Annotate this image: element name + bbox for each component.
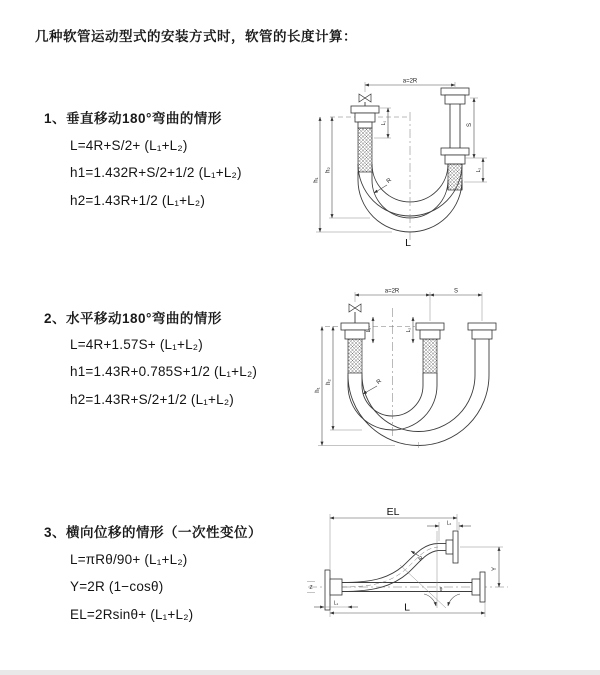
section-1-heading: 1、垂直移动180°弯曲的情形 bbox=[44, 111, 222, 126]
dim-label-theta: θ bbox=[439, 587, 443, 593]
braided-hose-hatch bbox=[423, 339, 437, 373]
diagram-vertical-movement bbox=[300, 70, 500, 260]
valve-icon bbox=[349, 304, 361, 312]
right-pipe-assembly bbox=[468, 323, 496, 375]
dim-label-l2: L₂ bbox=[406, 327, 412, 333]
formula-line: h2=1.43R+S/2+1/2 (L₁+L₂) bbox=[70, 391, 234, 407]
formula-line: h2=1.43R+1/2 (L₁+L₂) bbox=[70, 192, 206, 208]
dim-label-l1: L₁ bbox=[366, 327, 372, 333]
right-pipe-assembly bbox=[441, 88, 469, 190]
dim-label-h1: h₁ bbox=[315, 387, 321, 393]
valve-icon bbox=[359, 94, 371, 102]
section-2-heading: 2、水平移动180°弯曲的情形 bbox=[44, 311, 222, 326]
left-pipe-assembly bbox=[351, 94, 379, 172]
formula-line: Y=2R (1−cosθ) bbox=[70, 579, 164, 595]
diagram-horizontal-movement bbox=[300, 280, 560, 450]
section-3-heading: 3、横向位移的情形（一次性变位） bbox=[44, 525, 263, 540]
dimension-lines bbox=[307, 506, 499, 617]
dim-label-a2r: a=2R bbox=[384, 288, 400, 295]
formula-line: L=4R+S/2+ (L₁+L₂) bbox=[70, 138, 188, 153]
displaced-hose-curve bbox=[342, 544, 438, 592]
right-flange bbox=[472, 572, 485, 602]
dim-label-radius: R bbox=[375, 378, 383, 386]
dim-label-s: S bbox=[467, 122, 473, 128]
dim-label-l: L bbox=[404, 601, 410, 614]
braided-hose-hatch bbox=[348, 339, 362, 373]
page-bottom-edge bbox=[0, 670, 600, 675]
dim-label-h2: h₂ bbox=[325, 167, 332, 173]
dim-label-el: EL bbox=[386, 506, 400, 518]
dim-label-y: Y bbox=[492, 566, 498, 572]
dim-label-s: S bbox=[453, 288, 459, 295]
section-1-formulas bbox=[70, 132, 242, 214]
left-pipe-assembly bbox=[341, 304, 369, 373]
section-3-formulas bbox=[70, 546, 193, 628]
hose-bend-curves bbox=[348, 373, 489, 446]
dim-label-h2: h₂ bbox=[326, 379, 332, 385]
dim-label-h1: h₁ bbox=[313, 177, 320, 183]
break-mark-label: Z bbox=[309, 585, 313, 591]
formula-line: EL=2Rsinθ+ (L₁+L₂) bbox=[70, 606, 194, 622]
diagram-lateral-displacement bbox=[300, 495, 515, 640]
dim-label-length: L bbox=[405, 237, 411, 249]
dim-label-radius: R bbox=[385, 177, 393, 185]
dim-label-l1: L₁ bbox=[381, 120, 387, 126]
dim-label-a2r: a=2R bbox=[402, 78, 418, 85]
formula-line: h1=1.43R+0.785S+1/2 (L₁+L₂) bbox=[70, 364, 258, 380]
formula-line: L=πRθ/90+ (L₁+L₂) bbox=[70, 552, 188, 567]
formula-line: h1=1.432R+S/2+1/2 (L₁+L₂) bbox=[70, 165, 242, 181]
dim-label-l1: L₁ bbox=[333, 600, 339, 607]
upper-flange bbox=[438, 531, 458, 563]
dim-label-l2: L₂ bbox=[446, 520, 452, 527]
dim-label-radius: R bbox=[417, 555, 425, 563]
braided-hose-hatch bbox=[358, 128, 372, 172]
dim-label-l2: L₂ bbox=[476, 167, 482, 173]
middle-pipe-assembly bbox=[416, 323, 444, 373]
dimension-lines bbox=[315, 289, 482, 449]
section-2-formulas bbox=[70, 331, 257, 413]
braided-hose-hatch bbox=[448, 164, 462, 190]
formula-line: L=4R+1.57S+ (L₁+L₂) bbox=[70, 337, 203, 352]
page-title: 几种软管运动型式的安装方式时，软管的长度计算： bbox=[35, 29, 357, 44]
